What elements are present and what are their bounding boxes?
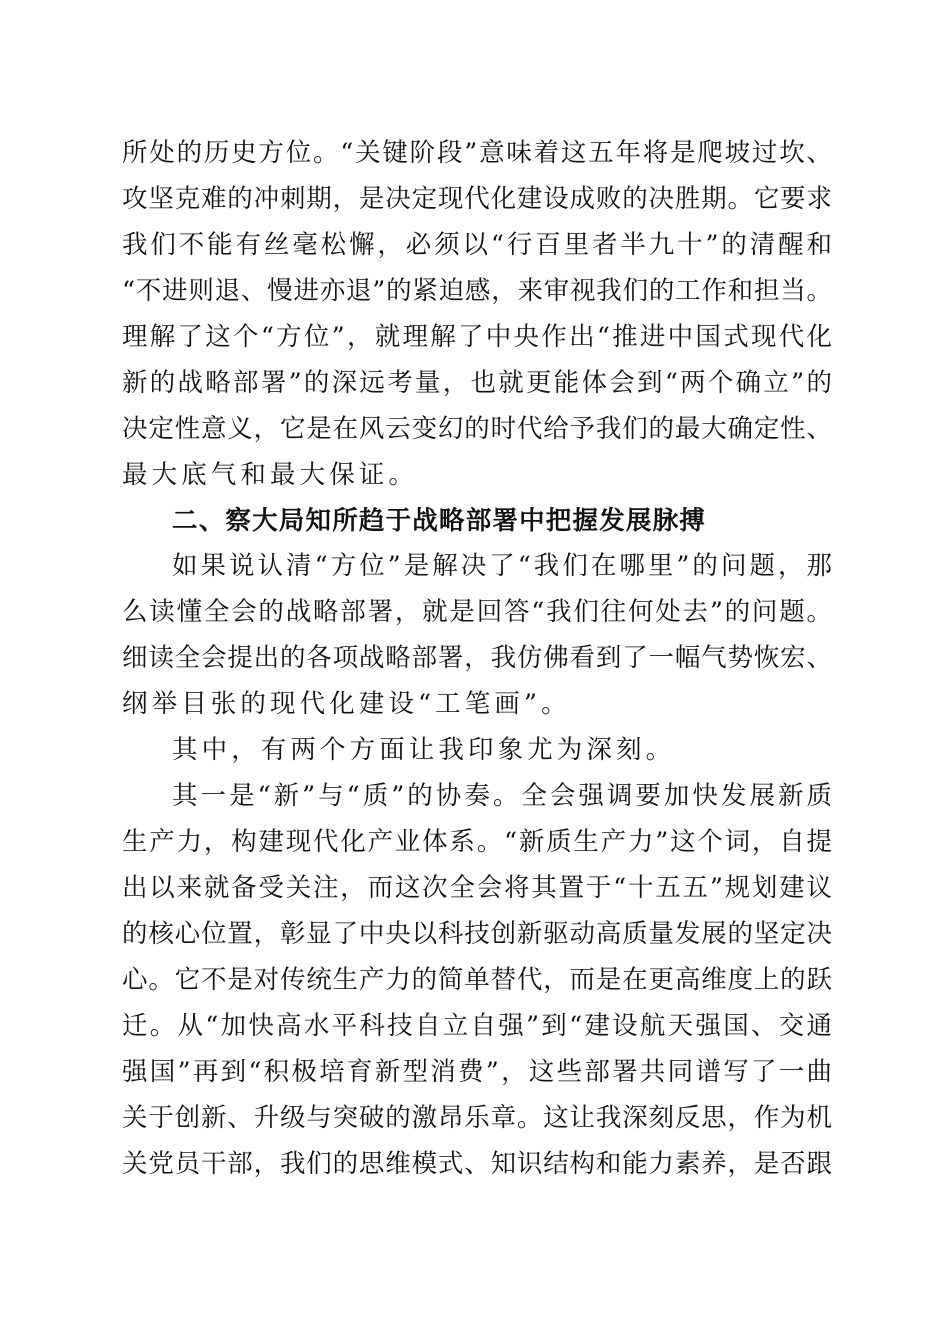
paragraph-line: 新的战略部署”的深远考量，也就更能体会到“两个确立”的 (122, 368, 832, 398)
paragraph-line: 攻坚克难的冲刺期，是决定现代化建设成败的决胜期。它要求 (122, 184, 832, 214)
paragraph-line: 最大底气和最大保证。 (122, 460, 419, 490)
paragraph-line: 我们不能有丝毫松懈，必须以“行百里者半九十”的清醒和 (122, 230, 832, 260)
paragraph-line: 出以来就备受关注，而这次全会将其置于“十五五”规划建议 (122, 873, 832, 903)
paragraph-line: 细读全会提出的各项战略部署，我仿佛看到了一幅气势恢宏、 (122, 643, 832, 673)
paragraph-line: 理解了这个“方位”，就理解了中央作出“推进中国式现代化 (122, 322, 832, 352)
paragraph-line: 么读懂全会的战略部署，就是回答“我们往何处去”的问题。 (122, 597, 832, 627)
paragraph-line: 其中，有两个方面让我印象尤为深刻。 (172, 735, 676, 765)
paragraph-line: 决定性意义，它是在风云变幻的时代给予我们的最大确定性、 (122, 414, 832, 444)
paragraph-line: “不进则退、慢进亦退”的紧迫感，来审视我们的工作和担当。 (122, 276, 832, 306)
paragraph-line: 所处的历史方位。“关键阶段”意味着这五年将是爬坡过坎、 (122, 138, 832, 168)
paragraph-line: 心。它不是对传统生产力的简单替代，而是在更高维度上的跃 (122, 965, 832, 995)
paragraph-line: 关党员干部，我们的思维模式、知识结构和能力素养，是否跟 (122, 1149, 832, 1179)
paragraph-line: 强国”再到“积极培育新型消费”，这些部署共同谱写了一曲 (122, 1057, 832, 1087)
paragraph-line: 其一是“新”与“质”的协奏。全会强调要加快发展新质 (172, 781, 832, 811)
paragraph-line: 迁。从“加快高水平科技自立自强”到“建设航天强国、交通 (122, 1011, 832, 1041)
paragraph-line: 如果说认清“方位”是解决了“我们在哪里”的问题，那 (172, 551, 832, 581)
section-heading: 二、察大局知所趋于战略部署中把握发展脉搏 (172, 506, 707, 536)
paragraph-line: 的核心位置，彰显了中央以科技创新驱动高质量发展的坚定决 (122, 919, 832, 949)
paragraph-line: 纲举目张的现代化建设“工笔画”。 (122, 689, 571, 719)
paragraph-line: 关于创新、升级与突破的激昂乐章。这让我深刻反思，作为机 (122, 1103, 832, 1133)
paragraph-line: 生产力，构建现代化产业体系。“新质生产力”这个词，自提 (122, 827, 832, 857)
